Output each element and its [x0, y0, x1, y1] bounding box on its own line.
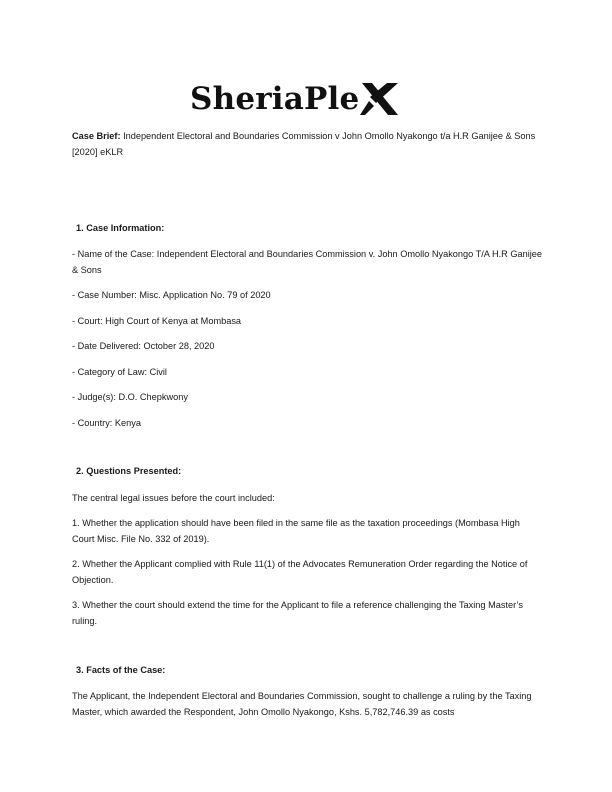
case-brief-label: Case Brief:	[72, 131, 121, 141]
question-3: 3. Whether the court should extend the time for the Applicant to file a reference challenging the Taxing Master’s ruling.	[72, 600, 523, 626]
case-info-court: - Court: High Court of Kenya at Mombasa	[72, 316, 242, 326]
case-info-date: - Date Delivered: October 28, 2020	[72, 341, 215, 351]
questions-intro: The central legal issues before the court included:	[72, 493, 275, 503]
case-brief-title: Independent Electoral and Boundaries Commission v John Omollo Nyakongo t/a H.R Ganijee & Sons [2020] eKLR	[72, 131, 536, 157]
logo-x-icon	[360, 81, 400, 117]
section-1-heading: 1. Case Information:	[76, 223, 165, 233]
case-info-category: - Category of Law: Civil	[72, 367, 167, 377]
facts-paragraph: The Applicant, the Independent Electoral and Boundaries Commission, sought to challenge a ruling by the Taxing Master, which awarded the Respondent, John Omollo Nyakongo, Kshs. 5,782,746.39 as costs	[72, 691, 532, 717]
case-info-number: - Case Number: Misc. Application No. 79 of 2020	[72, 290, 271, 300]
case-info-country: - Country: Kenya	[72, 418, 141, 428]
case-info-judge: - Judge(s): D.O. Chepkwony	[72, 392, 188, 402]
case-brief	[72, 128, 542, 160]
question-2: 2. Whether the Applicant complied with Rule 11(1) of the Advocates Remuneration Order regarding the Notice of Objection.	[72, 559, 528, 585]
sheriaplex-logo	[190, 74, 430, 124]
case-info-name: - Name of the Case: Independent Electoral and Boundaries Commission v. John Omollo Nyakongo T/A H.R Ganijee & Sons	[72, 249, 542, 275]
question-1: 1. Whether the application should have been filed in the same file as the taxation proceedings (Mombasa High Court Misc. File No. 332 of 2019).	[72, 518, 520, 544]
section-3-heading: 3. Facts of the Case:	[76, 665, 166, 675]
section-2-heading: 2. Questions Presented:	[76, 466, 182, 476]
logo-wordmark: SheriaPle	[190, 80, 360, 117]
